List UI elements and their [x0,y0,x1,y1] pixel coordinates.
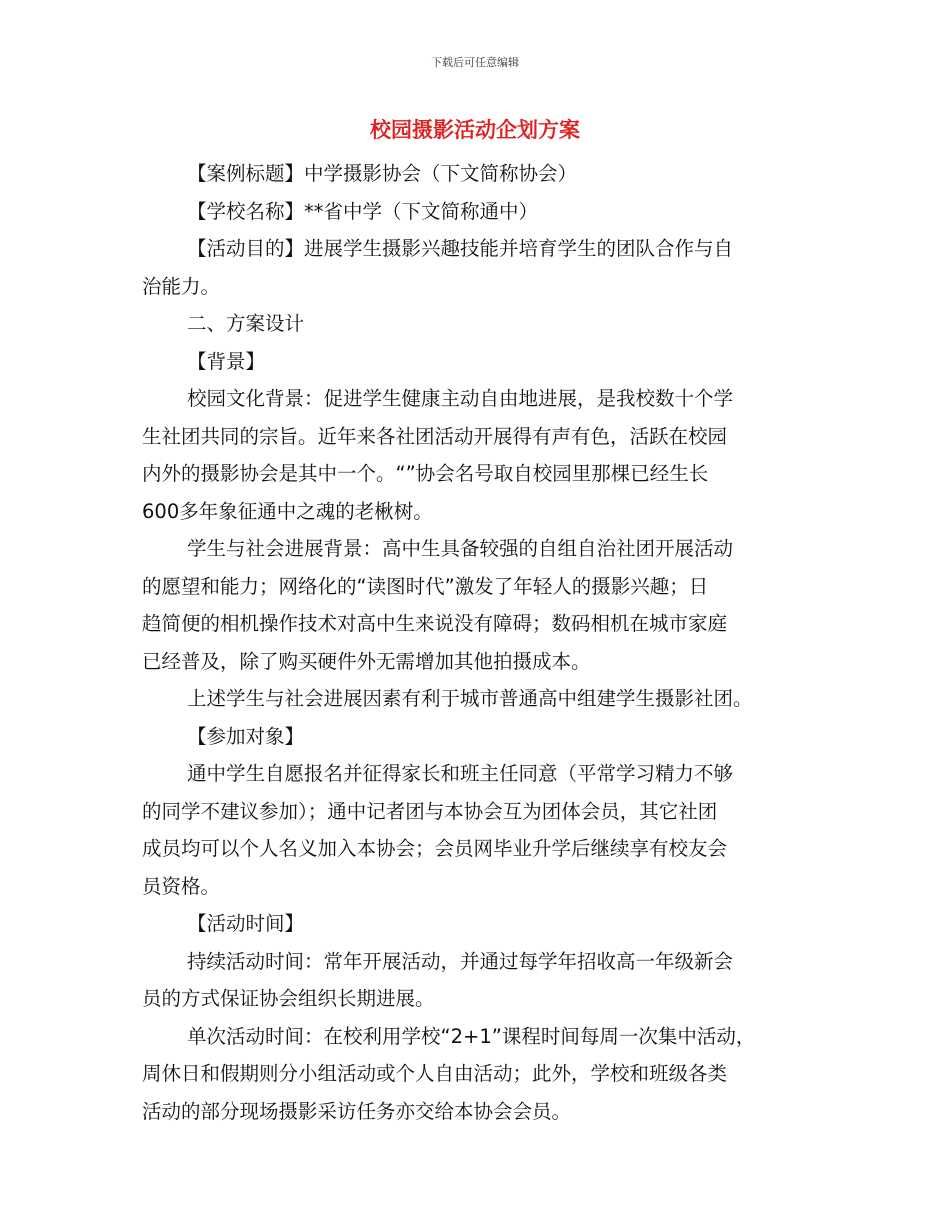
document-title: 校园摄影活动企划方案 [370,117,580,142]
section-heading-plan-design: 二、方案设计 [187,312,305,335]
paragraph-line: 的愿望和能力；网络化的“读图时代”激发了年轻人的摄影兴趣；日 [142,574,709,598]
paragraph-line: 活动的部分现场摄影采访任务亦交给本协会会员。 [142,1099,572,1123]
activity-goal-line-cont: 治能力。 [142,274,221,298]
document-body [142,155,802,1130]
paragraph-line: 单次活动时间：在校利用学校“2+1”课程时间每周一次集中活动， [187,1024,756,1048]
paragraph-line: 持续活动时间：常年开展活动，并通过每学年招收高一年级新会 [187,949,734,973]
paragraph-line: 周休日和假期则分小组活动或个人自由活动；此外，学校和班级各类 [142,1062,728,1085]
case-title-line: 【案例标题】中学摄影协会（下文简称协会） [187,162,578,185]
school-name-line: 【学校名称】**省中学（下文简称通中） [187,199,539,223]
paragraph-line: 内外的摄影协会是其中一个。“”协会名号取自校园里那棵已经生长 [142,462,709,485]
page-header-note: 下载后可任意编辑 [431,56,519,69]
subheading-background: 【背景】 [187,349,266,373]
subheading-participants: 【参加对象】 [187,724,305,748]
paragraph-line: 学生与社会进展背景：高中生具备较强的自组自治社团开展活动 [187,537,734,560]
activity-goal-line: 【活动目的】进展学生摄影兴趣技能并培育学生的团队合作与自 [187,237,734,260]
paragraph-line: 上述学生与社会进展因素有利于城市普通高中组建学生摄影社团。 [187,687,753,710]
paragraph-line: 员资格。 [142,874,221,898]
paragraph-line: 600多年象征通中之魂的老楸树。 [142,499,433,523]
paragraph-line: 趋简便的相机操作技术对高中生来说没有障碍；数码相机在城市家庭 [142,612,728,635]
paragraph-line: 通中学生自愿报名并征得家长和班主任同意（平常学习精力不够 [187,762,734,785]
paragraph-line: 员的方式保证协会组织长期进展。 [142,987,435,1010]
paragraph-line: 已经普及，除了购买硬件外无需增加其他拍摄成本。 [142,649,591,673]
subheading-activity-time: 【活动时间】 [187,912,305,935]
paragraph-line: 生社团共同的宗旨。近年来各社团活动开展得有声有色，活跃在校园 [142,424,728,448]
paragraph-line: 成员均可以个人名义加入本协会；会员网毕业升学后继续享有校友会 [142,837,728,860]
paragraph-line: 的同学不建议参加）；通中记者团与本协会互为团体会员，其它社团 [142,799,718,823]
paragraph-line: 校园文化背景：促进学生健康主动自由地进展，是我校数十个学 [187,387,734,410]
